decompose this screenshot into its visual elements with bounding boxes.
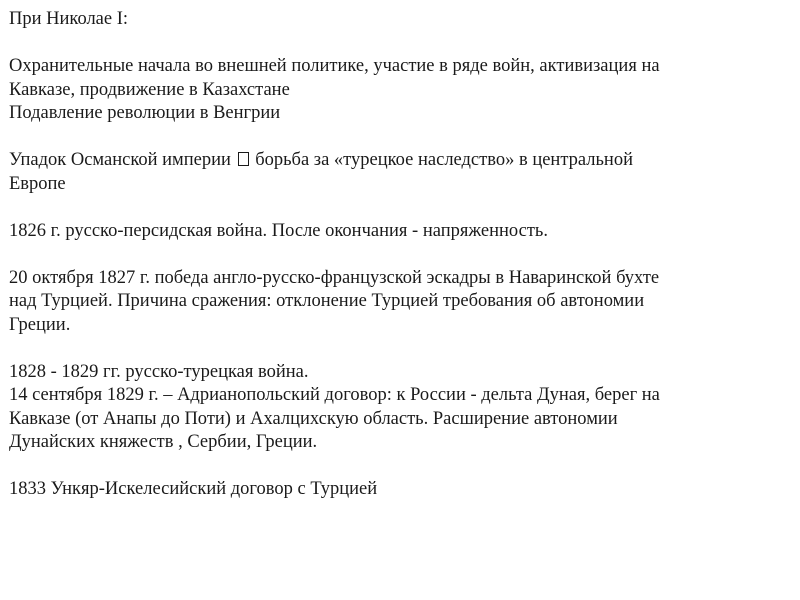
text-line: Подавление революции в Венгрии — [9, 103, 281, 123]
text-line: 14 сентября 1829 г. – Адрианопольский договор: к России - дельта Дуная, берег на — [9, 385, 660, 405]
document-body — [9, 8, 794, 502]
spacer — [9, 126, 794, 150]
text-line: Европе — [9, 173, 66, 194]
spacer — [9, 243, 794, 267]
text-line: Греции. — [9, 314, 71, 335]
paragraph-navarino — [9, 267, 794, 338]
spacer — [9, 337, 794, 361]
missing-glyph-icon — [238, 152, 249, 166]
text-line: 1828 - 1829 гг. русско-турецкая война. — [9, 361, 309, 382]
text-line — [9, 149, 794, 173]
text-line: 1833 Ункяр-Искелесийский договор с Турцией — [9, 479, 378, 499]
paragraph-persian-war — [9, 220, 794, 244]
paragraph-ottoman-decline — [9, 149, 794, 196]
text-line: 20 октября 1827 г. победа англо-русско-французской эскадры в Наваринской бухте — [9, 267, 660, 288]
text-segment: Упадок Османской империи — [9, 150, 231, 170]
paragraph-turkish-war — [9, 361, 794, 455]
spacer — [9, 196, 794, 220]
text-line: 1826 г. русско-персидская война. После окончания - напряженность. — [9, 220, 548, 241]
text-line: Кавказе, продвижение в Казахстане — [9, 79, 290, 100]
paragraph-foreign-policy — [9, 55, 794, 126]
spacer — [9, 455, 794, 479]
text-line: Охранительные начала во внешней политике, участие в ряде войн, активизация на — [9, 56, 660, 76]
spacer — [9, 32, 794, 56]
paragraph-unkiar-skelessi — [9, 478, 794, 502]
text-line: Кавказе (от Анапы до Поти) и Ахалцихскую область. Расширение автономии — [9, 408, 618, 429]
text-line: Дунайских княжеств , Сербии, Греции. — [9, 432, 318, 452]
text-line: над Турцией. Причина сражения: отклонение Турцией требования об автономии — [9, 291, 645, 311]
heading: При Николае I: — [9, 9, 129, 29]
text-segment: борьба за «турецкое наследство» в центральной — [255, 150, 633, 170]
